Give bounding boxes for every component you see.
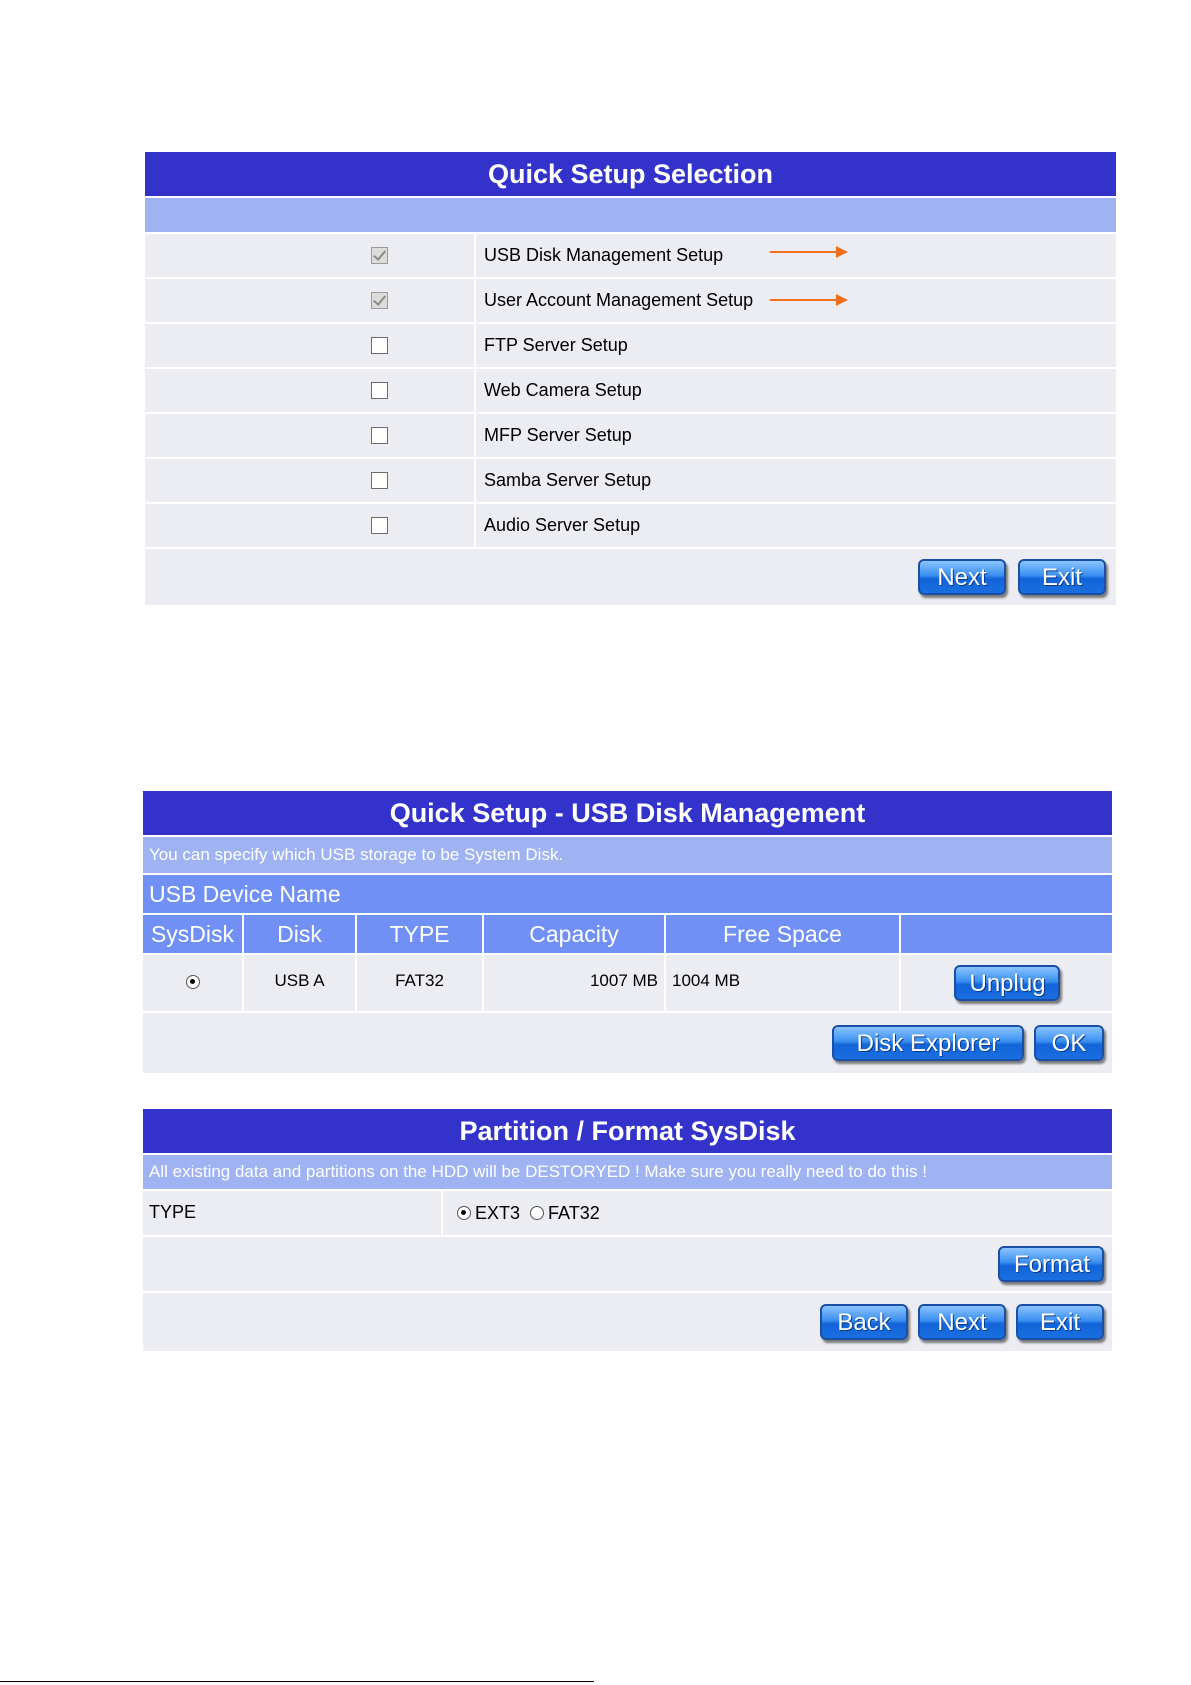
panel-title: Quick Setup - USB Disk Management <box>143 791 1112 837</box>
column-header: Capacity <box>484 915 666 953</box>
ext3-label: EXT3 <box>475 1202 521 1223</box>
ok-button[interactable]: OK <box>1034 1025 1104 1061</box>
exit-button[interactable]: Exit <box>1018 559 1106 595</box>
panel-title: Quick Setup Selection <box>145 152 1116 198</box>
checkbox-cell <box>145 324 476 367</box>
button-bar <box>143 1013 1112 1073</box>
footer-divider <box>0 1681 594 1682</box>
description-text: You can specify which USB storage to be System Disk. <box>149 845 564 864</box>
back-button[interactable]: Back <box>820 1304 908 1340</box>
warning-row <box>143 1155 1112 1191</box>
checkbox-cell <box>145 414 476 457</box>
setup-option-row <box>145 504 1116 549</box>
setup-option-row <box>145 414 1116 459</box>
setup-option-label: Samba Server Setup <box>484 470 652 490</box>
setup-option-label: MFP Server Setup <box>484 425 632 445</box>
type-cell: FAT32 <box>357 955 484 1011</box>
free-space-cell: 1004 MB <box>666 955 901 1011</box>
checkbox-cell <box>145 369 476 412</box>
description-row <box>143 837 1112 875</box>
column-header: Disk <box>244 915 357 953</box>
setup-option-checkbox[interactable] <box>371 517 388 534</box>
exit-button[interactable]: Exit <box>1016 1304 1104 1340</box>
setup-option-checkbox[interactable] <box>371 382 388 399</box>
partition-format-panel <box>143 1109 1112 1351</box>
format-bar <box>143 1237 1112 1293</box>
setup-option-row <box>145 459 1116 504</box>
setup-option-checkbox <box>371 292 388 309</box>
type-options <box>443 1191 1112 1235</box>
unplug-button[interactable]: Unplug <box>954 965 1060 1001</box>
device-header: USB Device Name <box>149 880 341 907</box>
setup-option-checkbox <box>371 247 388 264</box>
disk-cell: USB A <box>244 955 357 1011</box>
table-row <box>143 955 1112 1013</box>
setup-option-label: FTP Server Setup <box>484 335 628 355</box>
checkbox-cell <box>145 234 476 277</box>
setup-option-row <box>145 234 1116 279</box>
sysdisk-cell <box>143 955 244 1011</box>
panel-subheader <box>145 198 1116 234</box>
ext3-radio[interactable] <box>457 1206 471 1220</box>
setup-option-row <box>145 369 1116 414</box>
fat32-label: FAT32 <box>548 1202 600 1223</box>
setup-option-row <box>145 324 1116 369</box>
type-label: TYPE <box>143 1191 443 1235</box>
usb-disk-management-panel <box>143 791 1112 1073</box>
format-button[interactable]: Format <box>998 1246 1104 1282</box>
checkbox-cell <box>145 504 476 547</box>
setup-option-checkbox[interactable] <box>371 427 388 444</box>
column-header: Free Space <box>666 915 901 953</box>
disk-explorer-button[interactable]: Disk Explorer <box>832 1025 1024 1061</box>
setup-option-checkbox[interactable] <box>371 472 388 489</box>
panel-title: Partition / Format SysDisk <box>143 1109 1112 1155</box>
setup-option-checkbox[interactable] <box>371 337 388 354</box>
column-header: SysDisk <box>143 915 244 953</box>
setup-option-label: USB Disk Management Setup <box>484 245 724 265</box>
navigation-bar <box>143 1293 1112 1351</box>
button-bar <box>145 549 1116 605</box>
checkbox-cell <box>145 459 476 502</box>
next-button[interactable]: Next <box>918 1304 1006 1340</box>
warning-text: All existing data and partitions on the HDD will be DESTORYED ! Make sure you really need to do this ! <box>149 1162 927 1181</box>
type-row <box>143 1191 1112 1237</box>
action-cell <box>901 955 1112 1011</box>
next-button[interactable]: Next <box>918 559 1006 595</box>
quick-setup-selection-panel <box>145 152 1116 605</box>
arrow-icon <box>770 299 846 301</box>
setup-option-row <box>145 279 1116 324</box>
checkbox-cell <box>145 279 476 322</box>
table-header-row <box>143 915 1112 955</box>
fat32-radio[interactable] <box>530 1206 544 1220</box>
setup-option-label: Audio Server Setup <box>484 515 641 535</box>
capacity-cell: 1007 MB <box>484 955 666 1011</box>
setup-option-label: User Account Management Setup <box>484 290 754 310</box>
column-header <box>901 915 1112 953</box>
device-header-row <box>143 875 1112 915</box>
sysdisk-radio[interactable] <box>186 975 200 989</box>
setup-option-label: Web Camera Setup <box>484 380 642 400</box>
column-header: TYPE <box>357 915 484 953</box>
arrow-icon <box>770 251 846 253</box>
